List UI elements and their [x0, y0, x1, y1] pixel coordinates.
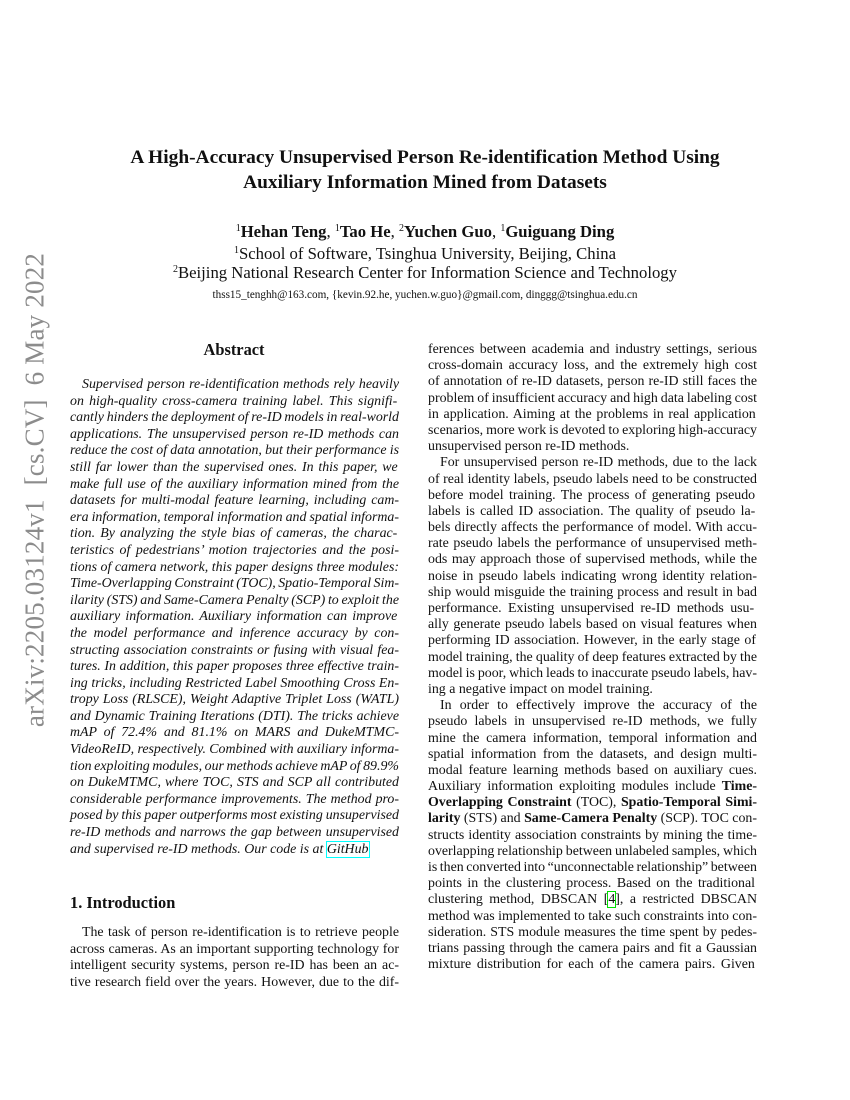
author-affiliation-mark: 1: [500, 223, 506, 234]
text-line: ods may approach those of supervised methods, while the: [428, 552, 757, 568]
text-line: scenarios, more work is devoted to exploring high-accuracy: [428, 422, 757, 438]
text-line: Supervised person re-identification methods rely heavily: [82, 377, 399, 392]
text-line: still far lower than the supervised ones. In this paper, we: [70, 459, 398, 475]
text-line: on high-quality cross-camera training label. This signifi-: [70, 393, 398, 409]
text-line: [428, 779, 757, 795]
text-line: on DukeMTMC, where TOC, STS and SCP all contributed: [70, 775, 399, 791]
author-affiliation-mark: 1: [334, 223, 340, 234]
text-line: ship would misguide the training process and result in bad: [428, 584, 757, 600]
text-line: is then converted into “unconnectable relationship” between: [428, 860, 757, 875]
abstract-heading: Abstract: [203, 340, 265, 359]
text-line: ferences between academia and industry settings, serious: [428, 342, 757, 357]
text-line: [428, 892, 757, 908]
text-line: re-ID methods and narrows the gap between unsupervised: [70, 825, 399, 841]
text-line: auxiliary information. Auxiliary information can improve: [70, 609, 398, 625]
text-line: model training, the quality of deep features extracted by the: [428, 649, 757, 665]
introduction-body: [70, 925, 399, 991]
author-name: Yuchen Guo: [404, 222, 492, 241]
text-line: problem of insufficient accuracy and high data labeling cost: [428, 390, 757, 406]
text-line: [428, 811, 757, 827]
right-column-body: [428, 342, 757, 973]
affiliation-mark: 2: [173, 264, 178, 275]
affiliation-text: Beijing National Research Center for Information Science and Technology: [178, 263, 677, 282]
bold-term: Time-: [721, 779, 757, 795]
text-line: teristics of pedestrians’ motion trajectories and the posi-: [70, 542, 399, 558]
text-line: cross-domain accuracy loss, and the extremely high cost: [428, 358, 757, 374]
affiliation-text: School of Software, Tsinghua University, Beijing, China: [238, 244, 617, 263]
text-line: of annotation of re-ID datasets, person re-ID still faces the: [428, 374, 757, 390]
text-line: mine the camera information, temporal information and: [428, 730, 757, 746]
text-line: applications. The unsupervised person re-ID methods can: [70, 426, 399, 442]
text-line: datasets for multi-modal feature learning, including cam-: [70, 493, 399, 509]
text-line: pseudo labels in unsupervised re-ID methods, we fully: [428, 714, 757, 730]
text-line: overlapping relationship between unlabeled samples, which: [428, 843, 757, 859]
text-line: method was implemented to take such constraints into con-: [428, 908, 757, 924]
abstract-body: [70, 377, 399, 858]
text-segment: (SCP). TOC con-: [657, 811, 757, 827]
author-name: Hehan Teng: [240, 222, 327, 241]
text-line: spatial information from the datasets, and design multi-: [428, 746, 757, 762]
text-line: tion. By analyzing the style bias of cameras, the charac-: [70, 526, 398, 542]
text-line: performing ID association. However, in the early stage of: [428, 633, 756, 649]
text-segment: ], a restricted DBSCAN: [615, 892, 757, 908]
text-line: ing a negative impact on model training.: [428, 681, 653, 697]
text-line: structing association constraints or fusing with visual fea-: [70, 642, 399, 658]
text-line: mAP of 72.4% and 81.1% on MARS and DukeMTMC-: [70, 725, 399, 741]
text-line: points in the clustering process. Based on the traditional: [428, 876, 756, 892]
text-line: ilarity (STS) and Same-Camera Penalty (SCP) to exploit the: [70, 592, 399, 608]
text-line: For unsupervised person re-ID methods, due to the lack: [440, 455, 757, 471]
paper-title: [0, 145, 850, 195]
author-list: $^1$Hehan Teng, $^1$Tao He, $^2$Yuchen Guo, $^1$Guiguang Ding: [235, 222, 615, 241]
github-link[interactable]: GitHub: [326, 841, 369, 857]
text-line: model is poor, which leads to inaccurate pseudo labels, hav-: [428, 665, 757, 681]
text-line: posed by this paper outperforms most existing unsupervised: [70, 808, 399, 824]
text-line: reduce the cost of data annotation, but their performance is: [70, 443, 399, 459]
text-line: before model training. The process of generating pseudo: [428, 487, 756, 503]
text-line: [428, 795, 757, 811]
text-line: labels is called ID association. The quality of pseudo la-: [428, 503, 756, 519]
text-segment: (STS) and: [460, 811, 525, 827]
text-line: [70, 842, 399, 859]
text-line: of real identity labels, pseudo labels need to be constructed: [428, 471, 757, 487]
title-line: A High-Accuracy Unsupervised Person Re-identification Method Using: [130, 147, 720, 168]
bold-term: Spatio-Temporal Simi-: [620, 795, 757, 811]
text-line: considerable performance improvements. The method pro-: [70, 791, 399, 807]
text-line: VideoReID, respectively. Combined with auxiliary informa-: [70, 742, 399, 758]
text-line: mixture distribution for each of the camera pairs. Given: [428, 957, 755, 973]
affiliation: [0, 263, 850, 283]
text-segment: and supervised re-ID methods. Our code is at: [70, 841, 327, 857]
text-line: sideration. STS module measures the time spent by pedes-: [428, 924, 757, 940]
bold-term: Same-Camera Penalty: [524, 811, 658, 827]
affiliation-mark: 1: [233, 245, 239, 256]
bold-term: Overlapping Constraint: [428, 795, 572, 811]
title-line: Auxiliary Information Mined from Datasets: [243, 172, 607, 193]
text-segment: (TOC),: [571, 795, 621, 811]
text-line: rate pseudo labels the performance of unsupervised meth-: [428, 536, 757, 552]
text-line: tive research field over the years. However, due to the dif-: [70, 974, 399, 990]
text-line: tion exploiting modules, our methods achieve mAP of 89.9%: [70, 758, 399, 774]
text-line: in application. Aiming at the problems in real application: [428, 406, 756, 422]
text-line: bels directly affects the performance of model. With accu-: [428, 520, 757, 536]
text-line: In order to effectively improve the accuracy of the: [440, 698, 757, 714]
affiliation: [0, 244, 850, 264]
author-emails: thss15_tenghh@163.com, {kevin.92.he, yuchen.w.guo}@gmail.com, dinggg@tsinghua.edu.cn: [212, 289, 638, 301]
text-line: the model performance and inference accuracy by con-: [70, 625, 399, 641]
text-line: across cameras. As an important supporting technology for: [70, 941, 399, 957]
text-line: structs identity association constraints by mining the time-: [428, 827, 757, 843]
text-line: trians passing through the camera pairs and fit a Gaussian: [428, 940, 757, 956]
author-affiliation-mark: 1: [235, 223, 241, 234]
text-line: unsupervised person re-ID methods.: [428, 439, 630, 455]
text-segment: Auxiliary information exploiting modules include: [428, 779, 722, 795]
text-line: ing tricks, including Restricted Label Smoothing Cross En-: [70, 675, 399, 691]
author-name: Tao He: [339, 222, 391, 241]
text-line: era information, temporal information and spatial informa-: [70, 509, 399, 525]
section-heading-introduction: 1. Introduction: [70, 893, 176, 912]
text-segment: clustering method, DBSCAN [: [428, 892, 609, 908]
text-line: The task of person re-identification is to retrieve people: [82, 925, 399, 940]
text-line: modal feature learning methods based on auxiliary cues.: [428, 762, 757, 778]
author-affiliation-mark: 2: [399, 223, 405, 234]
text-line: tions of camera network, this paper designs three modules:: [70, 559, 399, 575]
bold-term: larity: [428, 811, 461, 827]
text-line: tures. In addition, this paper proposes three effective train-: [70, 659, 399, 675]
text-line: tropy Loss (RLSCE), Weight Adaptive Triplet Loss (WATL): [70, 692, 399, 708]
author-name: Guiguang Ding: [505, 222, 615, 241]
text-line: Time-Overlapping Constraint (TOC), Spatio-Temporal Sim-: [70, 576, 399, 592]
text-line: performance. Existing unsupervised re-ID methods usu-: [428, 601, 755, 616]
text-line: cantly hinders the deployment of re-ID models in real-world: [70, 410, 399, 426]
text-line: noise in pseudo labels indicating wrong identity relation-: [428, 568, 757, 584]
text-line: make full use of the auxiliary information mined from the: [70, 476, 399, 492]
arxiv-side-stamp: arXiv:2205.03124v1 [cs.CV] 6 May 2022: [19, 252, 50, 728]
citation-link[interactable]: 4: [608, 892, 616, 908]
text-line: ally generate pseudo labels based on visual features when: [428, 617, 757, 633]
text-line: and Dynamic Training Iterations (DTI). The tricks achieve: [70, 708, 399, 724]
text-line: intelligent security systems, person re-ID has been an ac-: [70, 958, 399, 974]
